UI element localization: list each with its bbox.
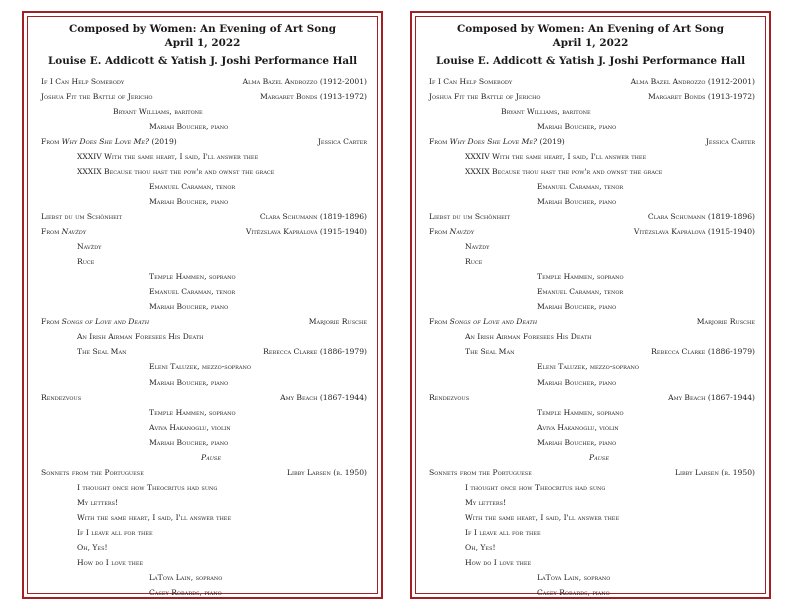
composer: Marjorie Rusche bbox=[696, 317, 755, 327]
line-suffix: (2019) bbox=[149, 136, 177, 146]
program-line bbox=[24, 360, 381, 373]
line-text bbox=[41, 135, 177, 148]
line-text: Rendezvous bbox=[41, 392, 82, 402]
line-text: Emanuel Caraman, tenor bbox=[537, 181, 624, 191]
line-text: Liebst du um Schönheit bbox=[429, 211, 511, 221]
work-title: Navždy bbox=[449, 227, 475, 236]
program-line bbox=[24, 376, 381, 389]
program-line bbox=[412, 285, 769, 298]
line-text: Eleni Taluzek, mezzo-soprano bbox=[537, 362, 640, 372]
program-line bbox=[24, 285, 381, 298]
line-text: Mariah Boucher, piano bbox=[537, 196, 617, 206]
line-text: Rendezvous bbox=[429, 392, 470, 402]
program-line bbox=[412, 255, 769, 268]
program-title: Composed by Women: An Evening of Art Song bbox=[457, 23, 724, 35]
work-title: Why Does She Love Me? bbox=[449, 136, 538, 146]
program-date: April 1, 2022 bbox=[164, 37, 241, 49]
program-line bbox=[412, 481, 769, 494]
line-text: How do I love thee bbox=[465, 558, 532, 568]
line-text: Oh, Yes! bbox=[77, 543, 108, 553]
program-line bbox=[24, 195, 381, 208]
program-line bbox=[24, 406, 381, 419]
program-content bbox=[24, 13, 381, 597]
program-line bbox=[412, 300, 769, 313]
line-text: Sonnets from the Portuguese bbox=[41, 467, 144, 477]
program-line bbox=[412, 270, 769, 283]
work-title: Songs of Love and Death bbox=[61, 317, 150, 327]
composer: Libby Larsen (b. 1950) bbox=[286, 467, 367, 477]
line-text: Mariah Boucher, piano bbox=[149, 196, 229, 206]
line-text: Eleni Taluzek, mezzo-soprano bbox=[149, 362, 252, 372]
program-line bbox=[24, 240, 381, 253]
line-text: If I leave all for thee bbox=[465, 528, 541, 537]
line-text bbox=[429, 225, 474, 238]
program-line bbox=[24, 150, 381, 163]
line-text: Sonnets from the Portuguese bbox=[429, 467, 532, 477]
program-line bbox=[24, 270, 381, 283]
line-text: Pause bbox=[201, 452, 222, 462]
program-line bbox=[412, 436, 769, 449]
program-line bbox=[24, 511, 381, 524]
program-line bbox=[24, 135, 381, 148]
composer: Jessica Carter bbox=[317, 136, 367, 146]
line-prefix: From bbox=[41, 136, 62, 146]
program-line bbox=[24, 330, 381, 343]
line-prefix: From bbox=[429, 136, 450, 146]
line-text: Temple Hammen, soprano bbox=[537, 407, 624, 417]
program-line bbox=[412, 511, 769, 524]
composer: Alma Bazel Androzzo (1912-2001) bbox=[242, 76, 367, 86]
composer: Vítězslava Kaprálová (1915-1940) bbox=[633, 227, 755, 236]
program-line bbox=[412, 376, 769, 389]
program-line bbox=[412, 406, 769, 419]
program-line bbox=[412, 90, 769, 103]
line-text: Bryant Williams, baritone bbox=[113, 106, 203, 116]
program-title: Composed by Women: An Evening of Art Song bbox=[69, 23, 336, 35]
line-text: I thought once how Theocritus had sung bbox=[465, 482, 606, 492]
composer: Clara Schumann (1819-1896) bbox=[647, 211, 755, 221]
program-line bbox=[24, 90, 381, 103]
program-line bbox=[24, 391, 381, 404]
line-text: If I leave all for thee bbox=[77, 528, 153, 537]
program-line bbox=[24, 586, 381, 599]
composer: Vítězslava Kaprálová (1915-1940) bbox=[245, 227, 367, 236]
line-text: With the same heart, I said, I'll answer thee bbox=[77, 512, 232, 522]
line-text: Mariah Boucher, piano bbox=[149, 302, 229, 312]
program-line bbox=[24, 120, 381, 133]
line-text: Navždy bbox=[465, 242, 490, 252]
line-text: Mariah Boucher, piano bbox=[537, 437, 617, 447]
program-line bbox=[412, 120, 769, 133]
line-text: Joshua Fit the Battle of Jericho bbox=[41, 91, 153, 101]
composer: Amy Beach (1867-1944) bbox=[668, 392, 755, 402]
line-text bbox=[429, 315, 537, 328]
line-text: LaToya Lain, soprano bbox=[149, 573, 223, 583]
composer: Jessica Carter bbox=[705, 136, 755, 146]
program-line bbox=[24, 451, 381, 464]
program-line bbox=[412, 541, 769, 554]
line-text bbox=[41, 315, 149, 328]
program-line bbox=[412, 195, 769, 208]
line-text: Ruce bbox=[465, 257, 483, 267]
program-line bbox=[412, 135, 769, 148]
line-text: Navždy bbox=[77, 242, 102, 252]
program-line bbox=[24, 180, 381, 193]
line-text: If I Can Help Somebody bbox=[41, 76, 125, 86]
program-line bbox=[412, 240, 769, 253]
program-line bbox=[24, 556, 381, 569]
program-panel-left bbox=[22, 11, 383, 599]
program-line bbox=[24, 345, 381, 358]
line-text: Oh, Yes! bbox=[465, 543, 496, 553]
line-text: Emanuel Caraman, tenor bbox=[149, 287, 236, 297]
line-text: Mariah Boucher, piano bbox=[149, 121, 229, 131]
program-line bbox=[24, 436, 381, 449]
program-line bbox=[24, 571, 381, 584]
program-date: April 1, 2022 bbox=[552, 37, 629, 49]
program-line bbox=[412, 391, 769, 404]
program-line bbox=[24, 496, 381, 509]
program-line bbox=[412, 451, 769, 464]
program-line bbox=[412, 180, 769, 193]
line-text: The Seal Man bbox=[77, 347, 127, 357]
line-text bbox=[41, 225, 86, 238]
line-text: Temple Hammen, soprano bbox=[537, 272, 624, 282]
line-text: If I Can Help Somebody bbox=[429, 76, 513, 86]
program-line bbox=[24, 210, 381, 223]
composer: Margaret Bonds (1913-1972) bbox=[260, 91, 367, 101]
line-text bbox=[429, 135, 565, 148]
line-prefix: From bbox=[429, 227, 450, 236]
line-text: An Irish Airman Foresees His Death bbox=[77, 332, 204, 342]
line-text: I thought once how Theocritus had sung bbox=[77, 482, 218, 492]
line-text: Emanuel Caraman, tenor bbox=[537, 287, 624, 297]
program-venue: Louise E. Addicott & Yatish J. Joshi Performance Hall bbox=[47, 55, 358, 67]
program-panel-right bbox=[410, 11, 771, 599]
program-venue: Louise E. Addicott & Yatish J. Joshi Performance Hall bbox=[435, 55, 746, 67]
line-text: XXXIV With the same heart, I said, I'll answer thee bbox=[465, 151, 647, 161]
program-line bbox=[412, 75, 769, 88]
program-content bbox=[412, 13, 769, 597]
line-text: Ruce bbox=[77, 257, 95, 267]
line-text: XXXIV With the same heart, I said, I'll answer thee bbox=[77, 151, 259, 161]
line-text: Mariah Boucher, piano bbox=[537, 302, 617, 312]
line-text: Temple Hammen, soprano bbox=[149, 407, 236, 417]
composer: Marjorie Rusche bbox=[308, 317, 367, 327]
program-line bbox=[412, 571, 769, 584]
line-text: Emanuel Caraman, tenor bbox=[149, 181, 236, 191]
program-line bbox=[24, 526, 381, 539]
program-line bbox=[412, 150, 769, 163]
line-text: My letters! bbox=[77, 497, 119, 507]
program-line bbox=[24, 315, 381, 328]
program-line bbox=[24, 541, 381, 554]
line-text: Temple Hammen, soprano bbox=[149, 272, 236, 282]
line-text: LaToya Lain, soprano bbox=[537, 573, 611, 583]
line-text: XXXIX Because thou hast the pow'r and ownst the grace bbox=[77, 166, 275, 176]
line-text: Mariah Boucher, piano bbox=[537, 377, 617, 387]
program-line bbox=[24, 165, 381, 178]
program-line bbox=[24, 481, 381, 494]
line-prefix: From bbox=[41, 317, 62, 327]
line-text: Mariah Boucher, piano bbox=[537, 121, 617, 131]
line-prefix: From bbox=[41, 227, 62, 236]
program-line bbox=[24, 75, 381, 88]
line-text: Pause bbox=[589, 452, 610, 462]
composer: Margaret Bonds (1913-1972) bbox=[648, 91, 755, 101]
line-text: Casey Robards, piano bbox=[149, 588, 222, 598]
line-prefix: From bbox=[429, 317, 450, 327]
program-line bbox=[412, 165, 769, 178]
program-line bbox=[412, 105, 769, 118]
line-text: How do I love thee bbox=[77, 558, 144, 568]
line-text: XXXIX Because thou hast the pow'r and ownst the grace bbox=[465, 166, 663, 176]
composer: Libby Larsen (b. 1950) bbox=[674, 467, 755, 477]
composer: Clara Schumann (1819-1896) bbox=[259, 211, 367, 221]
program-line bbox=[412, 496, 769, 509]
composer: Rebecca Clarke (1886-1979) bbox=[651, 347, 755, 357]
composer: Alma Bazel Androzzo (1912-2001) bbox=[630, 76, 755, 86]
line-text: Aviva Hakanoglu, violin bbox=[537, 422, 619, 432]
program-line bbox=[412, 345, 769, 358]
line-text: An Irish Airman Foresees His Death bbox=[465, 332, 592, 342]
line-text: My letters! bbox=[465, 497, 507, 507]
program-line bbox=[24, 421, 381, 434]
program-line bbox=[24, 300, 381, 313]
line-text: Mariah Boucher, piano bbox=[149, 377, 229, 387]
line-text: Joshua Fit the Battle of Jericho bbox=[429, 91, 541, 101]
program-line bbox=[24, 466, 381, 479]
program-line bbox=[412, 330, 769, 343]
line-text: Aviva Hakanoglu, violin bbox=[149, 422, 231, 432]
program-line bbox=[24, 225, 381, 238]
program-line bbox=[412, 421, 769, 434]
line-text: Mariah Boucher, piano bbox=[149, 437, 229, 447]
program-line bbox=[412, 466, 769, 479]
program-line bbox=[24, 105, 381, 118]
line-text: The Seal Man bbox=[465, 347, 515, 357]
program-line bbox=[412, 586, 769, 599]
work-title: Why Does She Love Me? bbox=[61, 136, 150, 146]
program-line bbox=[412, 225, 769, 238]
line-text: With the same heart, I said, I'll answer thee bbox=[465, 512, 620, 522]
line-suffix: (2019) bbox=[537, 136, 565, 146]
work-title: Navždy bbox=[61, 227, 87, 236]
program-line bbox=[412, 315, 769, 328]
program-line bbox=[412, 526, 769, 539]
work-title: Songs of Love and Death bbox=[449, 317, 538, 327]
program-line bbox=[412, 360, 769, 373]
program-line bbox=[24, 255, 381, 268]
line-text: Liebst du um Schönheit bbox=[41, 211, 123, 221]
line-text: Bryant Williams, baritone bbox=[501, 106, 591, 116]
composer: Rebecca Clarke (1886-1979) bbox=[263, 347, 367, 357]
program-line bbox=[412, 210, 769, 223]
composer: Amy Beach (1867-1944) bbox=[280, 392, 367, 402]
line-text: Casey Robards, piano bbox=[537, 588, 610, 598]
program-line bbox=[412, 556, 769, 569]
